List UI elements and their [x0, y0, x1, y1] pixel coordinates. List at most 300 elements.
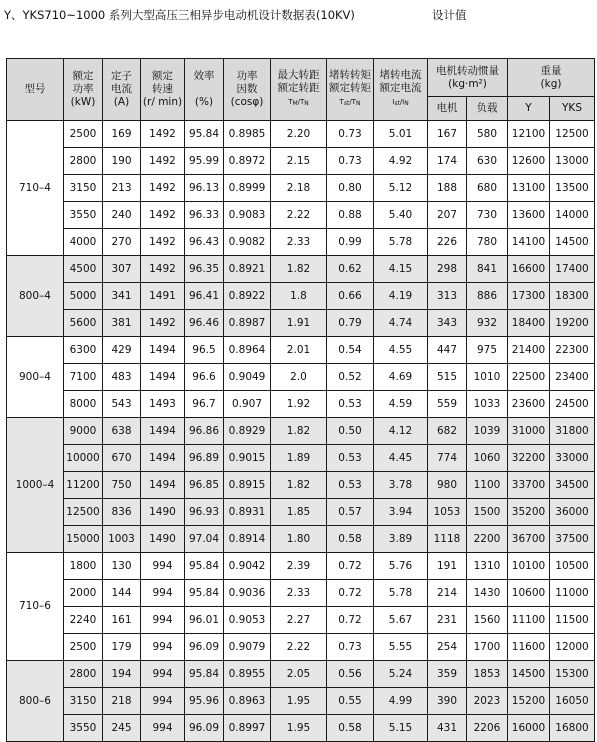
data-cell: 270	[103, 229, 141, 256]
data-cell: 33000	[550, 445, 595, 472]
data-cell: 1700	[467, 634, 508, 661]
data-cell: 16800	[550, 715, 595, 742]
data-cell: 7100	[64, 364, 103, 391]
data-cell: 1.82	[271, 472, 327, 499]
data-cell: 4.59	[374, 391, 428, 418]
data-cell: 4.74	[374, 310, 428, 337]
data-cell: 2.33	[271, 580, 327, 607]
data-cell: 1003	[103, 526, 141, 553]
data-cell: 2500	[64, 121, 103, 148]
model-cell: 800–6	[7, 661, 64, 742]
data-cell: 1.82	[271, 256, 327, 283]
data-cell: 730	[467, 202, 508, 229]
data-cell: 994	[141, 715, 185, 742]
data-cell: 9000	[64, 418, 103, 445]
data-cell: 96.43	[185, 229, 224, 256]
data-cell: 1053	[428, 499, 467, 526]
data-cell: 774	[428, 445, 467, 472]
data-cell: 0.56	[327, 661, 374, 688]
data-cell: 2.33	[271, 229, 327, 256]
data-cell: 447	[428, 337, 467, 364]
data-cell: 96.33	[185, 202, 224, 229]
data-cell: 96.09	[185, 634, 224, 661]
data-cell: 13000	[550, 148, 595, 175]
data-cell: 0.62	[327, 256, 374, 283]
table-row	[7, 364, 595, 391]
data-cell: 144	[103, 580, 141, 607]
data-cell: 17300	[508, 283, 550, 310]
table-row	[7, 121, 595, 148]
data-cell: 2500	[64, 634, 103, 661]
data-cell: 4.19	[374, 283, 428, 310]
data-cell: 36000	[550, 499, 595, 526]
data-cell: 96.85	[185, 472, 224, 499]
data-cell: 22300	[550, 337, 595, 364]
data-cell: 4.15	[374, 256, 428, 283]
data-cell: 15000	[64, 526, 103, 553]
data-cell: 5.78	[374, 580, 428, 607]
data-cell: 3.94	[374, 499, 428, 526]
data-cell: 1.82	[271, 418, 327, 445]
table-row	[7, 472, 595, 499]
data-cell: 0.8921	[224, 256, 271, 283]
data-cell: 0.54	[327, 337, 374, 364]
data-cell: 0.88	[327, 202, 374, 229]
data-cell: 1500	[467, 499, 508, 526]
data-cell: 3550	[64, 715, 103, 742]
data-cell: 1.80	[271, 526, 327, 553]
data-cell: 95.99	[185, 148, 224, 175]
table-row	[7, 715, 595, 742]
data-cell: 213	[103, 175, 141, 202]
data-cell: 179	[103, 634, 141, 661]
data-cell: 298	[428, 256, 467, 283]
data-cell: 218	[103, 688, 141, 715]
data-cell: 0.57	[327, 499, 374, 526]
data-cell: 16050	[550, 688, 595, 715]
data-cell: 0.72	[327, 580, 374, 607]
data-cell: 780	[467, 229, 508, 256]
data-cell: 0.58	[327, 526, 374, 553]
data-cell: 14000	[550, 202, 595, 229]
data-cell: 13500	[550, 175, 595, 202]
data-cell: 2000	[64, 580, 103, 607]
data-cell: 5000	[64, 283, 103, 310]
data-cell: 174	[428, 148, 467, 175]
data-cell: 1492	[141, 202, 185, 229]
data-cell: 231	[428, 607, 467, 634]
table-row	[7, 391, 595, 418]
data-cell: 0.8914	[224, 526, 271, 553]
data-cell: 5.01	[374, 121, 428, 148]
data-cell: 0.8964	[224, 337, 271, 364]
data-cell: 1033	[467, 391, 508, 418]
data-cell: 0.58	[327, 715, 374, 742]
data-cell: 1490	[141, 526, 185, 553]
data-cell: 4.12	[374, 418, 428, 445]
data-cell: 5.55	[374, 634, 428, 661]
data-cell: 0.9083	[224, 202, 271, 229]
document-title: Y、YKS710~1000 系列大型高压三相异步电动机设计数据表(10KV)	[4, 8, 355, 22]
table-row	[7, 202, 595, 229]
data-cell: 191	[428, 553, 467, 580]
table-row	[7, 283, 595, 310]
data-cell: 14500	[508, 661, 550, 688]
header-speed: 额定 转速 (r/ min)	[141, 59, 185, 121]
data-cell: 5.12	[374, 175, 428, 202]
data-cell: 16600	[508, 256, 550, 283]
model-cell: 800–4	[7, 256, 64, 337]
data-cell: 2.22	[271, 202, 327, 229]
data-cell: 2.0	[271, 364, 327, 391]
data-cell: 1310	[467, 553, 508, 580]
data-cell: 254	[428, 634, 467, 661]
data-cell: 12100	[508, 121, 550, 148]
table-row	[7, 526, 595, 553]
data-cell: 980	[428, 472, 467, 499]
data-cell: 0.80	[327, 175, 374, 202]
data-cell: 21400	[508, 337, 550, 364]
data-cell: 0.9079	[224, 634, 271, 661]
data-cell: 1494	[141, 472, 185, 499]
header-power-factor: 功率 因数 (cosφ)	[224, 59, 271, 121]
data-cell: 3150	[64, 175, 103, 202]
data-cell: 0.53	[327, 472, 374, 499]
data-cell: 0.72	[327, 607, 374, 634]
data-cell: 994	[141, 607, 185, 634]
data-cell: 580	[467, 121, 508, 148]
data-cell: 96.7	[185, 391, 224, 418]
data-cell: 1100	[467, 472, 508, 499]
data-cell: 750	[103, 472, 141, 499]
data-cell: 1492	[141, 229, 185, 256]
data-cell: 12600	[508, 148, 550, 175]
data-cell: 96.89	[185, 445, 224, 472]
data-cell: 1494	[141, 418, 185, 445]
data-cell: 11000	[550, 580, 595, 607]
header-inertia: 电机转动惯量 (kg·m²)	[428, 59, 508, 97]
data-cell: 4.99	[374, 688, 428, 715]
data-cell: 3.89	[374, 526, 428, 553]
data-cell: 15300	[550, 661, 595, 688]
data-cell: 543	[103, 391, 141, 418]
data-cell: 1492	[141, 310, 185, 337]
data-cell: 23400	[550, 364, 595, 391]
model-cell: 1000–4	[7, 418, 64, 553]
data-cell: 994	[141, 553, 185, 580]
data-cell: 1430	[467, 580, 508, 607]
data-cell: 2.27	[271, 607, 327, 634]
data-cell: 2.01	[271, 337, 327, 364]
data-cell: 11200	[64, 472, 103, 499]
data-cell: 10500	[550, 553, 595, 580]
data-cell: 1494	[141, 364, 185, 391]
data-cell: 3.78	[374, 472, 428, 499]
data-cell: 10000	[64, 445, 103, 472]
data-cell: 95.84	[185, 580, 224, 607]
data-cell: 0.9036	[224, 580, 271, 607]
data-cell: 10100	[508, 553, 550, 580]
data-cell: 130	[103, 553, 141, 580]
data-cell: 11600	[508, 634, 550, 661]
data-cell: 932	[467, 310, 508, 337]
data-cell: 2.15	[271, 148, 327, 175]
data-cell: 0.8987	[224, 310, 271, 337]
data-cell: 96.93	[185, 499, 224, 526]
data-cell: 1490	[141, 499, 185, 526]
table-row	[7, 445, 595, 472]
data-cell: 5.24	[374, 661, 428, 688]
table-row	[7, 661, 595, 688]
data-cell: 16000	[508, 715, 550, 742]
data-cell: 23600	[508, 391, 550, 418]
data-cell: 5600	[64, 310, 103, 337]
data-cell: 994	[141, 580, 185, 607]
header-efficiency: 效率 (%)	[185, 59, 224, 121]
data-cell: 96.01	[185, 607, 224, 634]
data-cell: 214	[428, 580, 467, 607]
data-cell: 24500	[550, 391, 595, 418]
data-cell: 14100	[508, 229, 550, 256]
data-cell: 22500	[508, 364, 550, 391]
data-cell: 2240	[64, 607, 103, 634]
data-cell: 32200	[508, 445, 550, 472]
data-cell: 341	[103, 283, 141, 310]
data-cell: 35200	[508, 499, 550, 526]
data-cell: 431	[428, 715, 467, 742]
data-cell: 0.53	[327, 445, 374, 472]
data-cell: 1.85	[271, 499, 327, 526]
data-cell: 0.99	[327, 229, 374, 256]
data-cell: 95.84	[185, 661, 224, 688]
table-row	[7, 607, 595, 634]
data-cell: 638	[103, 418, 141, 445]
header-inertia-motor: 电机	[428, 97, 467, 121]
data-cell: 0.9053	[224, 607, 271, 634]
table-row	[7, 310, 595, 337]
title-row	[0, 7, 597, 25]
data-cell: 0.72	[327, 553, 374, 580]
data-cell: 2.18	[271, 175, 327, 202]
motor-spec-table	[6, 58, 595, 742]
data-cell: 0.8929	[224, 418, 271, 445]
data-cell: 245	[103, 715, 141, 742]
data-cell: 4.92	[374, 148, 428, 175]
data-cell: 2800	[64, 661, 103, 688]
data-cell: 0.8931	[224, 499, 271, 526]
data-cell: 1560	[467, 607, 508, 634]
data-cell: 8000	[64, 391, 103, 418]
data-cell: 0.8922	[224, 283, 271, 310]
data-cell: 1010	[467, 364, 508, 391]
data-cell: 0.9049	[224, 364, 271, 391]
data-cell: 390	[428, 688, 467, 715]
data-cell: 359	[428, 661, 467, 688]
data-cell: 12000	[550, 634, 595, 661]
data-cell: 1.95	[271, 688, 327, 715]
data-cell: 96.46	[185, 310, 224, 337]
data-cell: 5.15	[374, 715, 428, 742]
data-cell: 975	[467, 337, 508, 364]
data-cell: 226	[428, 229, 467, 256]
table-row	[7, 553, 595, 580]
data-cell: 0.8955	[224, 661, 271, 688]
data-cell: 682	[428, 418, 467, 445]
data-cell: 1.91	[271, 310, 327, 337]
data-cell: 1492	[141, 121, 185, 148]
data-cell: 3550	[64, 202, 103, 229]
header-locked-torque: 堵转转矩 额定转矩 $T_{st}/T_N$	[327, 59, 374, 121]
data-cell: 1.95	[271, 715, 327, 742]
data-cell: 34500	[550, 472, 595, 499]
data-cell: 0.66	[327, 283, 374, 310]
table-row	[7, 634, 595, 661]
data-cell: 18400	[508, 310, 550, 337]
data-cell: 2.05	[271, 661, 327, 688]
data-cell: 15200	[508, 688, 550, 715]
data-cell: 483	[103, 364, 141, 391]
data-cell: 96.09	[185, 715, 224, 742]
data-cell: 5.78	[374, 229, 428, 256]
data-cell: 1.89	[271, 445, 327, 472]
data-cell: 96.13	[185, 175, 224, 202]
data-cell: 14500	[550, 229, 595, 256]
data-cell: 0.8915	[224, 472, 271, 499]
data-cell: 167	[428, 121, 467, 148]
data-cell: 4500	[64, 256, 103, 283]
data-cell: 994	[141, 688, 185, 715]
data-cell: 0.73	[327, 121, 374, 148]
data-cell: 190	[103, 148, 141, 175]
data-cell: 5.76	[374, 553, 428, 580]
data-cell: 4.45	[374, 445, 428, 472]
data-cell: 5.67	[374, 607, 428, 634]
data-cell: 994	[141, 634, 185, 661]
data-cell: 96.41	[185, 283, 224, 310]
data-cell: 31000	[508, 418, 550, 445]
data-cell: 169	[103, 121, 141, 148]
data-cell: 2800	[64, 148, 103, 175]
data-cell: 381	[103, 310, 141, 337]
data-cell: 37500	[550, 526, 595, 553]
data-cell: 1118	[428, 526, 467, 553]
table-row	[7, 337, 595, 364]
data-cell: 10600	[508, 580, 550, 607]
data-cell: 313	[428, 283, 467, 310]
table-body	[7, 121, 595, 742]
data-cell: 36700	[508, 526, 550, 553]
data-cell: 2.22	[271, 634, 327, 661]
data-cell: 2200	[467, 526, 508, 553]
data-cell: 2.20	[271, 121, 327, 148]
data-cell: 0.50	[327, 418, 374, 445]
table-row	[7, 580, 595, 607]
data-cell: 0.9082	[224, 229, 271, 256]
data-cell: 96.35	[185, 256, 224, 283]
model-cell: 710–6	[7, 553, 64, 661]
data-cell: 0.73	[327, 634, 374, 661]
data-cell: 841	[467, 256, 508, 283]
data-cell: 1494	[141, 445, 185, 472]
data-cell: 13100	[508, 175, 550, 202]
data-cell: 33700	[508, 472, 550, 499]
data-cell: 1.8	[271, 283, 327, 310]
data-cell: 31800	[550, 418, 595, 445]
data-cell: 0.8997	[224, 715, 271, 742]
data-cell: 886	[467, 283, 508, 310]
data-cell: 836	[103, 499, 141, 526]
data-cell: 1800	[64, 553, 103, 580]
data-cell: 0.52	[327, 364, 374, 391]
table-row	[7, 418, 595, 445]
table-header	[7, 59, 595, 121]
data-cell: 0.53	[327, 391, 374, 418]
data-cell: 670	[103, 445, 141, 472]
data-cell: 0.8963	[224, 688, 271, 715]
data-cell: 4.55	[374, 337, 428, 364]
data-cell: 1.92	[271, 391, 327, 418]
header-power: 额定 功率 (kW)	[64, 59, 103, 121]
data-cell: 0.55	[327, 688, 374, 715]
data-cell: 3150	[64, 688, 103, 715]
data-cell: 12500	[64, 499, 103, 526]
document-subtitle: 设计值	[432, 8, 467, 22]
data-cell: 4000	[64, 229, 103, 256]
data-cell: 4.69	[374, 364, 428, 391]
data-cell: 207	[428, 202, 467, 229]
header-weight-y: Y	[508, 97, 550, 121]
data-cell: 429	[103, 337, 141, 364]
data-cell: 18300	[550, 283, 595, 310]
table-row	[7, 256, 595, 283]
data-cell: 240	[103, 202, 141, 229]
data-cell: 1853	[467, 661, 508, 688]
data-cell: 0.79	[327, 310, 374, 337]
data-cell: 1060	[467, 445, 508, 472]
data-cell: 11500	[550, 607, 595, 634]
data-cell: 0.73	[327, 148, 374, 175]
table-row	[7, 148, 595, 175]
data-cell: 1492	[141, 148, 185, 175]
data-cell: 2206	[467, 715, 508, 742]
data-cell: 515	[428, 364, 467, 391]
data-cell: 630	[467, 148, 508, 175]
header-model: 型号	[7, 59, 64, 121]
table-row	[7, 175, 595, 202]
data-cell: 188	[428, 175, 467, 202]
table-row	[7, 499, 595, 526]
data-cell: 0.9015	[224, 445, 271, 472]
header-locked-current: 堵转电流 额定电流 $I_{st}/I_N$	[374, 59, 428, 121]
header-weight-yks: YKS	[550, 97, 595, 121]
data-cell: 2023	[467, 688, 508, 715]
data-cell: 343	[428, 310, 467, 337]
data-cell: 1492	[141, 175, 185, 202]
data-cell: 17400	[550, 256, 595, 283]
data-cell: 2.39	[271, 553, 327, 580]
data-cell: 0.9042	[224, 553, 271, 580]
data-cell: 12500	[550, 121, 595, 148]
data-cell: 97.04	[185, 526, 224, 553]
data-cell: 680	[467, 175, 508, 202]
data-cell: 0.8972	[224, 148, 271, 175]
data-cell: 559	[428, 391, 467, 418]
data-cell: 11100	[508, 607, 550, 634]
header-weight: 重量 (kg)	[508, 59, 595, 97]
data-cell: 96.5	[185, 337, 224, 364]
data-cell: 95.84	[185, 121, 224, 148]
data-cell: 161	[103, 607, 141, 634]
